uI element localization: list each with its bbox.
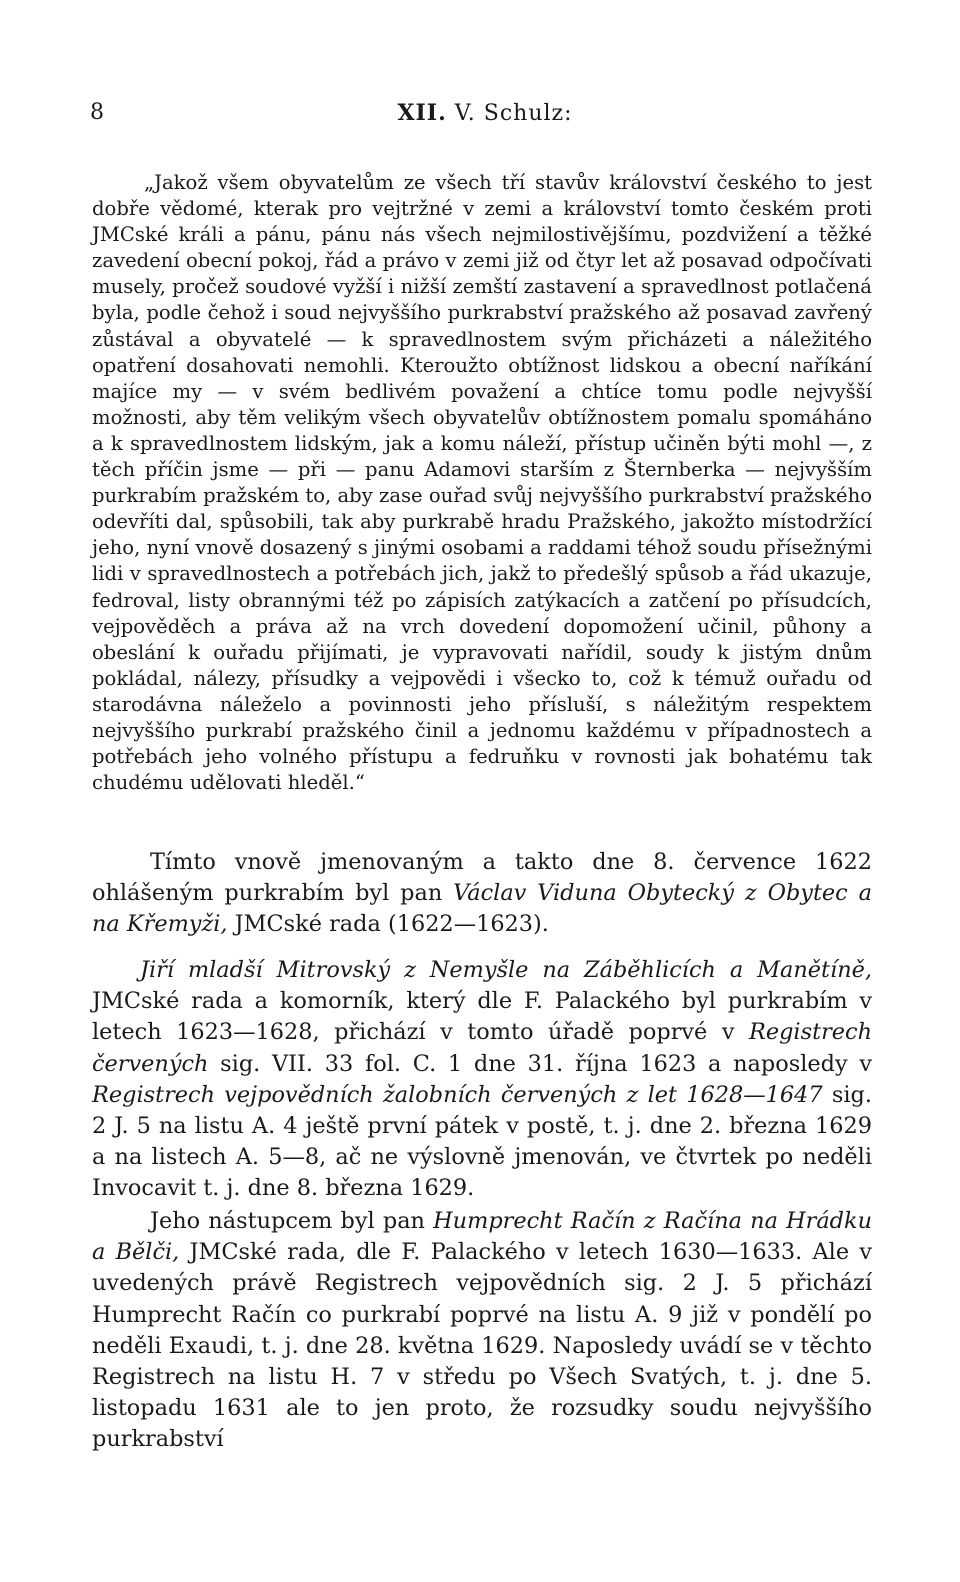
running-head-author: V. Schulz: bbox=[454, 101, 573, 126]
paragraph-text: sig. VII. 33 fol. C. 1 dne 31. října 1623 a naposledy v bbox=[208, 1050, 872, 1077]
person-name: Václav Viduna Obytecký z Obytec a na Křemyži, bbox=[92, 880, 872, 938]
person-name: Jiří mladší Mitrovský z Nemyšle na Záběhlicích a Manětíně, bbox=[140, 957, 872, 983]
paragraph-viduna bbox=[92, 847, 872, 941]
paragraph-mitrovsky bbox=[92, 955, 872, 1205]
running-head-numeral: XII. bbox=[397, 100, 447, 126]
paragraph-text: Tímto vnově jmenovaným a takto dne 8. července 1622 ohlášeným purkrabím byl pan bbox=[92, 849, 872, 907]
paragraph-text: Jeho nástupcem byl pan bbox=[150, 1208, 434, 1234]
page-header bbox=[90, 100, 880, 134]
paragraph-racin bbox=[92, 1206, 872, 1456]
running-head bbox=[90, 100, 880, 126]
paragraph-text: JMCské rada, dle F. Palackého v letech 1630—1633. Ale v uvedených právě Registrech vejpovědních sig. 2 J. 5 přichází Humprecht Račín co purkrabí poprvé na listu A. 9 již v pondělí po neděli Exaudi, t. j. dne 28. května 1629. Naposledy uvádí se v těchto Registrech na listu H. 7 v středu po Všech Svatých, t. j. dne 5. listopadu 1631 ale to jen proto, že rozsudky soudu nejvyššího purkrabství bbox=[92, 1239, 872, 1453]
person-name: Humprecht Račín z Račína na Hrádku a Bělči, bbox=[92, 1208, 872, 1266]
paragraph-text: sig. 2 J. 5 na listu A. 4 ještě první pátek v postě, t. j. dne 2. března 1629 a na listech A. 5—8, ač ne výslovně jmenován, ve čtvrtek po neděli Invocavit t. j. dne 8. března 1629. bbox=[92, 1081, 872, 1202]
page-number: 8 bbox=[90, 100, 104, 125]
paragraph-text: JMCské rada a komorník, který dle F. Palackého byl purkrabím v letech 1623—1628, přichází v tomto úřadě poprvé v bbox=[92, 988, 872, 1046]
quoted-decree: „Jakož všem obyvatelům ze všech tří stavův království českého to jest dobře vědomé, kterak pro vejtržné v zemi a království tomto českém proti JMCské králi a pánu, pánu nás všech nejmilostivějšímu, pozdvižení a těžké zavedení obecní pokoj, řád a právo v zemi již od čtyr let až posavad odpočívati musely, pročež soudové vyžší i nižší zemští zastavení a spravedlnost potlačená byla, podle čehož i soud nejvyššího purkrabství pražského až posavad zavřený zůstával a obyvatelé — k spravedlnostem svým přicházeti a náležitého opatření dosahovati nemohli. Kteroužto obtížnost lidskou a obecní naříkání majíce my — v svém bedlivém považení a chtíce tomu podle nejvyšší možnosti, aby těm velikým všech obyvatelův obtížnostem pomalu spomáháno a k spravedlnostem lidským, jak a komu náleží, přístup učiněn býti mohl —, z těch příčin jsme — při — panu Adamovi starším z Šternberka — nejvyšším purkrabím pražském to, aby zase ouřad svůj nejvyššího purkrabství pražského odevříti dal, spůsobili, tak aby purkrabě hradu Pražského, jakožto místodržící jeho, nyní vnově dosazený s jinými osobami a raddami téhož soudu přísežnými lidi v spravedlnostech a potřebách jich, jakž to předešlý spůsob a řád ukazuje, fedroval, listy obrannými též po zápisích zatýkacích a zatčení po přísudcích, vejpověděch a práva až na vrch dovedení dopomožení učinil, půhony a obeslání k ouřadu přijímati, je vypravovati nařídil, soudy k jistým dnům pokládal, nálezy, přísudky a vejpovědi i všecko to, což k témuž ouřadu od starodávna náleželo a povinnosti jeho přísluší, s náležitým respektem nejvyššího purkrabí pražského činil a jednomu každému v případnostech a potřebách jeho volného přístupu a fedruňku v rovnosti jak bohatému tak chudému udělovati hleděl.“ bbox=[92, 171, 872, 795]
source-title: Registrech červených bbox=[92, 1019, 872, 1077]
paragraph-text: JMCské rada (1622—1623). bbox=[227, 911, 549, 938]
source-title: Registrech vejpovědních žalobních červených z let 1628—1647 bbox=[92, 1081, 823, 1108]
